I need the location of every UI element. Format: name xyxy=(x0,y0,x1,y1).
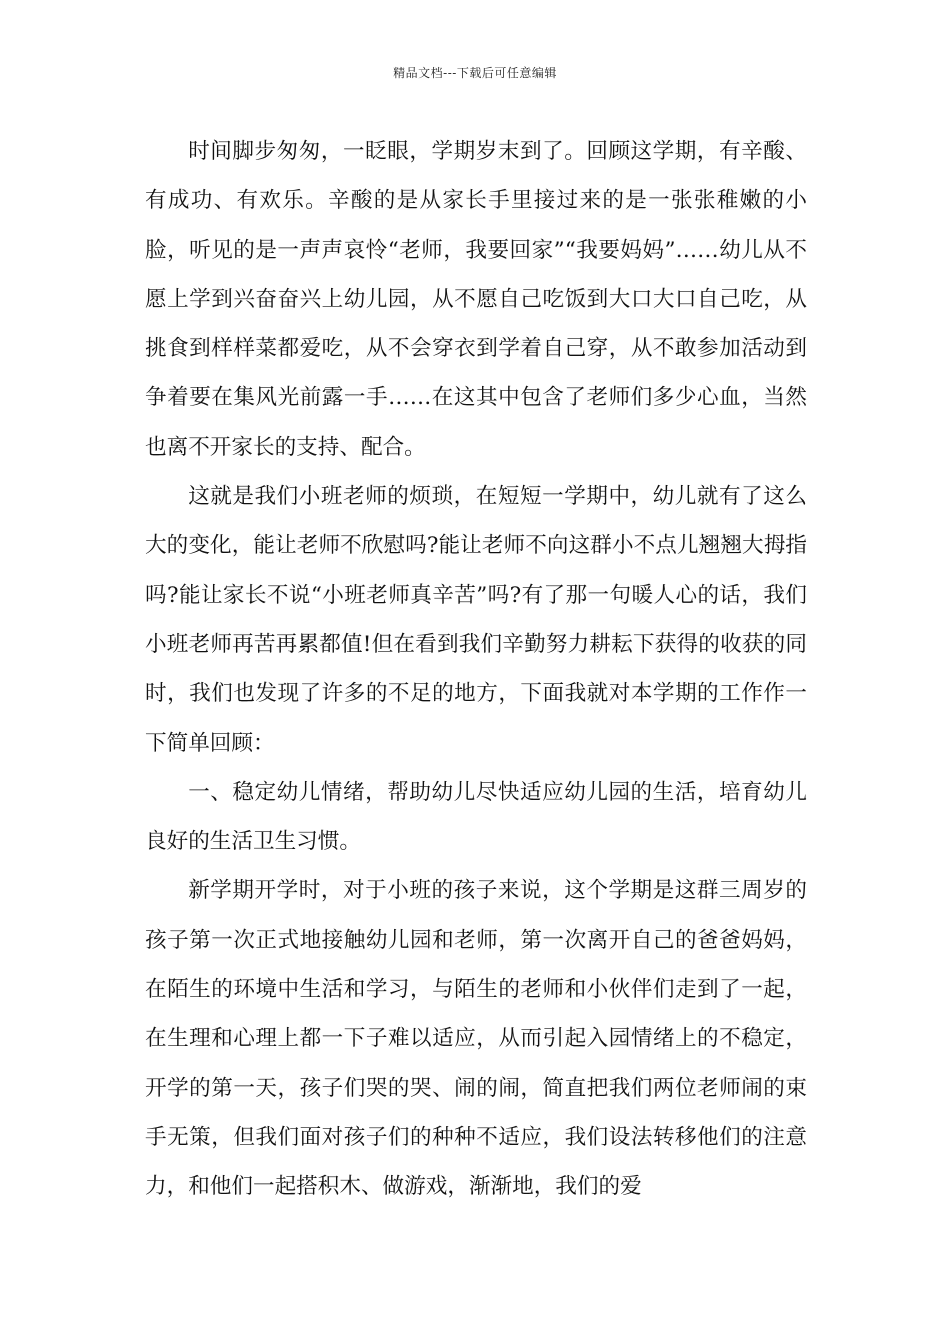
document-body xyxy=(145,127,807,1212)
page-header: 精品文档---下载后可任意编辑 xyxy=(393,66,557,80)
paragraph-class-changes: 这就是我们小班老师的烦琐，在短短一学期中，幼儿就有了这么大的变化，能让老师不欣慰吗?能让老师不向这群小不点儿翘翘大拇指吗?能让家长不说“小班老师真辛苦”吗?有了那一句暖人心的话，我们小班老师再苦再累都值!但在看到我们辛勤努力耕耘下获得的收获的同时，我们也发现了许多的不足的地方，下面我就对本学期的工作作一下简单回顾： xyxy=(145,484,807,756)
paragraph-review-intro: 时间脚步匆匆，一眨眼，学期岁末到了。回顾这学期，有辛酸、有成功、有欢乐。辛酸的是从家长手里接过来的是一张张稚嫩的小脸，听见的是一声声哀怜“老师，我要回家”“我要妈妈”……幼儿从不愿上学到兴奋奋兴上幼儿园，从不愿自己吃饭到大口大口自己吃，从挑食到样样菜都爱吃，从不会穿衣到学着自己穿，从不敢参加活动到争着要在集风光前露一手……在这其中包含了老师们多少心血，当然也离不开家长的支持、配合。 xyxy=(145,139,807,460)
paragraph-new-semester: 新学期开学时，对于小班的孩子来说，这个学期是这群三周岁的孩子第一次正式地接触幼儿园和老师，第一次离开自己的爸爸妈妈，在陌生的环境中生活和学习，与陌生的老师和小伙伴们走到了一起，在生理和心理上都一下子难以适应，从而引起入园情绪上的不稳定，开学的第一天，孩子们哭的哭、闹的闹，简直把我们两位老师闹的束手无策，但我们面对孩子们的种种不适应，我们设法转移他们的注意力，和他们一起搭积木、做游戏，渐渐地，我们的爱 xyxy=(145,878,807,1200)
section-heading-1: 一、稳定幼儿情绪，帮助幼儿尽快适应幼儿园的生活，培育幼儿良好的生活卫生习惯。 xyxy=(145,779,807,855)
